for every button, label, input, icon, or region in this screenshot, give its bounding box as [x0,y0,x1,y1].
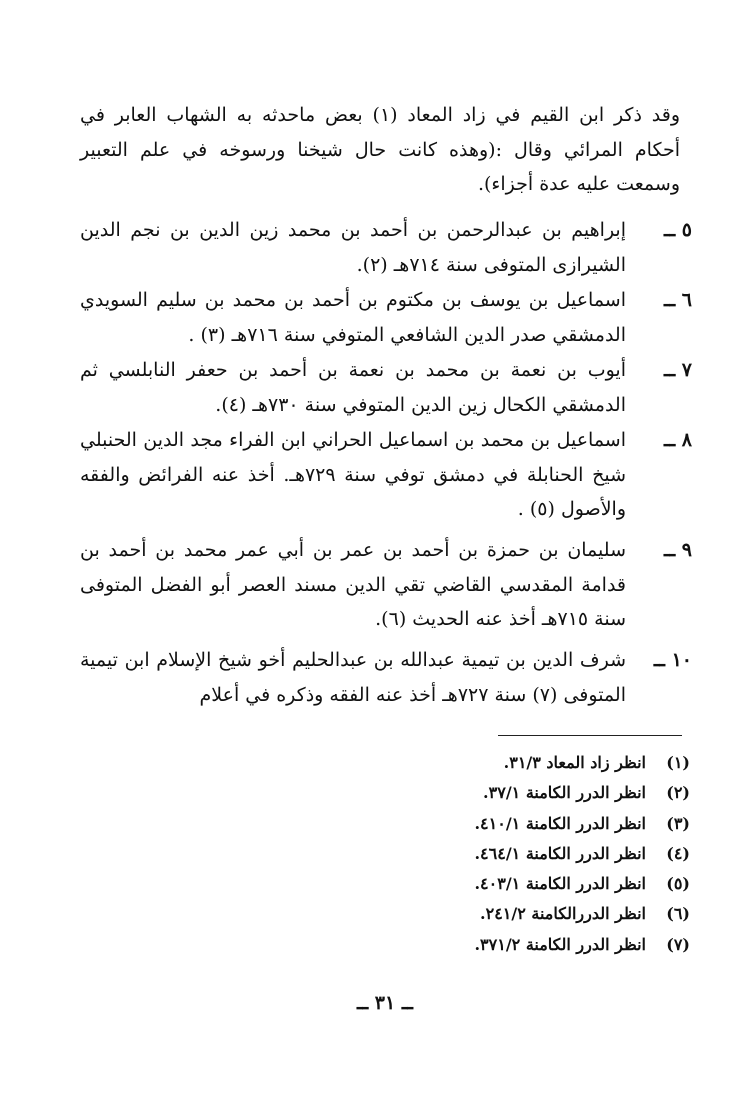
footnote-number: (٣) [666,813,690,833]
page-number: ــ ٣١ ــ [357,992,413,1014]
entry-number: ٨ ــ [664,429,692,451]
footnote-text: انظر الدرر الكامنة ٣٧/١. [483,783,646,803]
list-item [80,353,692,422]
footnote-text: انظر الدرر الكامنة ٤٦٤/١. [474,843,646,863]
footnote [380,778,690,808]
entry-text: سليمان بن حمزة بن أحمد بن عمر بن أبي عمر محمد بن أحمد بن قدامة المقدسي القاضي تقي الدين مسند العصر أبو الفضل المتوفى سنة ٧١٥هـ أخذ عنه الحديث (٦). [80,539,626,630]
footnote-text: انظر الدررالكامنة ٢٤١/٢. [480,904,646,924]
footnote-number: (٦) [666,904,690,924]
list-item [80,533,692,637]
intro-paragraph: وقد ذكر ابن القيم في زاد المعاد (١) بعض ماحدثه به الشهاب العابر في أحكام المرائي وقال :(وهذه كانت حال شيخنا ورسوخه في علم التعبير وسمعت عليه عدة أجزاء). [80,104,680,195]
entry-number: ٥ ــ [664,219,692,241]
footnote-number: (١) [666,753,690,772]
list-item [80,643,692,712]
footnote [380,930,690,960]
footnote-divider [498,735,682,736]
footnote [380,839,690,869]
list-item [80,283,692,352]
list-item [80,213,692,282]
entry-text: إبراهيم بن عبدالرحمن بن أحمد بن محمد زين الدين بن نجم الدين الشيرازى المتوفى سنة ٧١٤هـ (٢). [80,219,626,276]
footnote-number: (٢) [666,783,690,803]
entry-text: أيوب بن نعمة بن محمد بن نعمة بن أحمد بن حعفر النابلسي ثم الدمشقي الكحال زين الدين المتوفي سنة ٧٣٠هـ (٤). [80,359,626,416]
footnote [380,869,690,899]
footnote [380,748,690,778]
footnote [380,899,690,929]
entry-number: ٩ ــ [664,539,692,561]
footnotes [380,748,690,960]
footnote-text: انظر زاد المعاد ٣١/٣. [503,753,646,772]
footnote-text: انظر الدرر الكامنة ٣٧١/٢. [474,934,646,954]
entry-text: اسماعيل بن محمد بن اسماعيل الحراني ابن الفراء مجد الدين الحنبلي شيخ الحنابلة في دمشق توفي سنة ٧٢٩هـ. أخذ عنه الفرائض والفقه والأصول (٥) . [80,429,626,520]
footnote-number: (٧) [666,934,690,954]
footnote-number: (٥) [666,874,690,894]
footnote-text: انظر الدرر الكامنة ٤١٠/١. [474,813,646,833]
entry-number: ٦ ــ [664,289,692,311]
list-item [80,423,692,527]
entry-number: ٧ ــ [664,359,692,381]
footnote [380,809,690,839]
entry-text: اسماعيل بن يوسف بن مكتوم بن أحمد بن محمد بن سليم السويدي الدمشقي صدر الدين الشافعي المتوفي سنة ٧١٦هـ (٣) . [80,289,626,346]
footnote-number: (٤) [666,843,690,863]
footnote-text: انظر الدرر الكامنة ٤٠٣/١. [474,874,646,894]
entry-text: شرف الدين بن تيمية عبدالله بن عبدالحليم أخو شيخ الإسلام ابن تيمية المتوفى (٧) سنة ٧٢٧هـ أخذ عنه الفقه وذكره في أعلام [80,649,626,706]
entry-number: ١٠ ــ [653,649,692,671]
